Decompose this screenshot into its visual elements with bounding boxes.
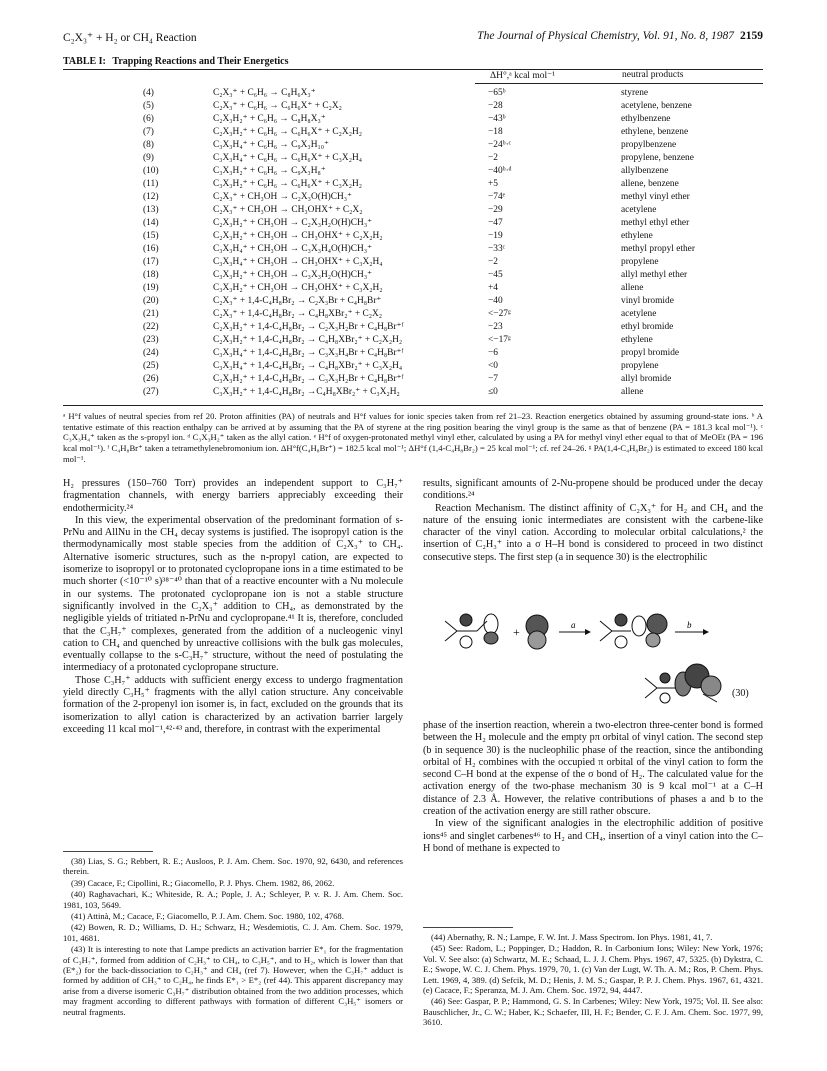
paragraph: phase of the insertion reaction, wherein a two-electron three-center bond is formed between the H₂ molecule and the empty pπ orbital of vinyl cation. The second step (b in sequence 30) is the nucleophilic phase of the reaction, since the antibonding orbital of H₂ combines with the occupied π orbital of the vinyl cation to form the second C–H bond at the expense of the σ bond of H₂. The calculated value for the activation energy of the two-phase mechanism 30 is 9 kcal mol⁻¹ at a C–H distance of 2.3 Å. However, the relative contributions of phases a and b to the creation of the activation energy are still rather obscure. <box>423 720 763 818</box>
reaction-number: (6) <box>143 114 154 124</box>
reference: (44) Abernathy, R. N.; Lampe, F. W. Int. J. Mass Spectrom. Ion Phys. 1981, 41, 7. <box>431 932 713 942</box>
enthalpy-value: −45 <box>488 270 503 280</box>
neutral-product: ethylene <box>621 335 653 345</box>
paragraph: results, significant amounts of 2-Nu-propene should be produced under the decay conditions.²⁴ <box>423 478 763 502</box>
enthalpy-value: −47 <box>488 218 503 228</box>
table-title: Trapping Reactions and Their Energetics <box>112 56 289 67</box>
enthalpy-value: −24ᵇ·ᶜ <box>488 140 512 150</box>
neutral-product: ethylene, benzene <box>621 127 689 137</box>
reaction-equation: C₂X₃⁺ + 1,4-C₄H₈Br₂ → C₄H₈XBr₂⁺ + C₂X₂ <box>213 309 383 319</box>
reaction-number: (16) <box>143 244 159 254</box>
neutral-product: acetylene <box>621 205 657 215</box>
neutral-product: allene <box>621 283 644 293</box>
reaction-number: (5) <box>143 101 154 111</box>
running-header <box>63 30 763 46</box>
enthalpy-value: −2 <box>488 257 498 267</box>
intermediate-orbital-figure <box>600 614 667 648</box>
enthalpy-value: −33ᶜ <box>488 244 506 254</box>
header-left-title: C₂X₃⁺ + H₂ or CH₄ Reaction <box>63 32 197 44</box>
neutral-product: ethylene <box>621 231 653 241</box>
table-row <box>63 322 763 334</box>
neutral-product: ethylbenzene <box>621 114 671 124</box>
reaction-number: (24) <box>143 348 159 358</box>
enthalpy-value: −43ᵇ <box>488 114 506 124</box>
table-footnote: ᵃ H°f values of neutral species from ref 20. Proton affinities (PA) of neutrals and H°f values for ionic species taken from ref 21–23. Reaction energetics obtained by assuming ground-state ions. ᵇ A tentative estimate of this reaction enthalpy can be arrived at by assuming that the PA of styrene at the ring position bearing the vinyl group is the same as that of benzene (PA = 181.3 kcal mol⁻¹). ᶜ C₃X₃H₄⁺ taken as the s-propyl ion. ᵈ C₃X₃H₂⁺ taken as the allyl cation. ᵉ H°f of oxygen-protonated methyl vinyl ether, calculated by using a PA for methyl vinyl ether equal to that of MeOEt (PA = 196 kcal mol⁻¹). ᶠ C₄H₈Br⁺ taken a tetramethylenebromonium ion. ΔH°f(C₄H₈Br⁺) = 182.5 kcal mol⁻¹; ΔH°f (1,4-C₄H₈Br₂) = 25 kcal mol⁻¹; cf. ref 24–26. ᵍ PA(1,4-C₄H₈Br₂) is estimated to exceed 180 kcal mol⁻¹. <box>63 411 763 464</box>
reaction-number: (13) <box>143 205 159 215</box>
reaction-equation: C₃X₃H₂⁺ + C₆H₆ → C₉X₃H₈⁺ <box>213 166 326 176</box>
reference: (38) Lias, S. G.; Rebbert, R. E.; Ausloos, P. J. Am. Chem. Soc. 1970, 92, 6430, and references therein. <box>63 856 403 877</box>
table-row <box>63 205 763 217</box>
reaction-equation: C₃X₃H₂⁺ + CH₃OH → C₃X₃H₂O(H)CH₃⁺ <box>213 270 373 280</box>
reaction-equation: C₂X₃H₂⁺ + CH₃OH → C₂X₃H₂O(H)CH₃⁺ <box>213 218 373 228</box>
hydrogen-orbital-figure <box>526 615 548 649</box>
enthalpy-value: −29 <box>488 205 503 215</box>
reaction-number: (19) <box>143 283 159 293</box>
table-row <box>63 192 763 204</box>
neutral-product: ethyl bromide <box>621 322 674 332</box>
neutral-product: propylene <box>621 361 659 371</box>
reaction-number: (25) <box>143 361 159 371</box>
table-caption <box>63 56 289 67</box>
neutral-product: propylene, benzene <box>621 153 694 163</box>
reaction-number: (15) <box>143 231 159 241</box>
page-number: 2159 <box>740 30 763 42</box>
enthalpy-value: −74ᵉ <box>488 192 506 202</box>
paragraph: Reaction Mechanism. The distinct affinity of C₂X₃⁺ for H₂ and CH₄ and the nature of the ensuing ionic intermediates are consistent with the carbene-like character of the vinyl cation. According to molecular orbital calculations,² the insertion of C₂H₃⁺ into a σ H–H bond is considered to proceed in two distinct consecutive steps. The first step (a in sequence 30) is the electrophilic <box>423 502 763 563</box>
table-row <box>63 361 763 373</box>
neutral-product: acetylene <box>621 309 657 319</box>
reaction-equation: C₂X₃H₂⁺ + CH₃OH → CH₃OHX⁺ + C₂X₂H₂ <box>213 231 383 241</box>
table-row <box>63 218 763 230</box>
table-label: TABLE I: <box>63 56 106 67</box>
footnote-rule-right <box>423 927 513 928</box>
header-journal-name: The Journal of Physical Chemistry, Vol. 91, No. 8, 1987 <box>477 30 734 42</box>
reaction-equation: C₃X₃H₂⁺ + 1,4-C₄H₈Br₂ →C₄H₈XBr₂⁺ + C₃X₂H₂ <box>213 387 400 397</box>
reaction-equation: C₂X₃H₂⁺ + 1,4-C₄H₈Br₂ → C₄H₈XBr₂⁺ + C₂X₂H₂ <box>213 335 403 345</box>
neutral-product: allene, benzene <box>621 179 679 189</box>
table-row <box>63 179 763 191</box>
reaction-equation: C₂X₃⁺ + C₆H₆ → C₆H₆X⁺ + C₂X₂ <box>213 101 342 111</box>
header-journal <box>477 30 763 42</box>
table-col-dh: ΔH°,ᵃ kcal mol⁻¹ <box>490 71 555 81</box>
reaction-number: (26) <box>143 374 159 384</box>
paragraph: Those C₃H₇⁺ adducts with sufficient energy excess to undergo fragmentation yield directly C₃H₅⁺ fragments with the allyl cation structure. Any conceivable formation of the 2-propenyl ion isomer is, in fact, excluded on the grounds that its isomerization to allyl cation is characterized by an activation barrier largely exceeding 11 kcal mol⁻¹,⁴²·⁴³ and, therefore, in contrast with the experimental <box>63 674 403 735</box>
table-header-rule <box>475 83 763 84</box>
neutral-product: acetylene, benzene <box>621 101 692 111</box>
enthalpy-value: −40 <box>488 296 503 306</box>
paragraph: In this view, the experimental observation of the predominant formation of s-PrNu and AllNu in the CH₄ decay systems is justified. The isopropyl cation is the thermodynamically most stable species from the addition of C₂X₃⁺ to CH₄. Alternative isomeric structures, such as the n-propyl cation, are expected to isomerize to isopropyl or to protonated cyclopropane ions in a time estimated to be much shorter (<10⁻¹⁰ s)³⁸⁻⁴⁰ than that of a reactive encounter with a Nu molecule in our systems. The protonated cyclopropane ion is not a stable structure significantly involved in the C₂X₃⁺ addition to CH₄, as demonstrated by the negligible yields of tritiated n-PrNu and cyclopropane.⁴¹ It is, therefore, concluded that the C₃H₇⁺ complexes, generated from the addition of a nucleogenic vinyl cation to CH₄ and quenched by unreactive collisions with the bulk gas molecules, eventually collapse to the s-C₃H₇⁺ structure, without the need of postulating the intermediacy of a protonated cyclopropane structure. <box>63 514 403 674</box>
table-col-neutral-products: neutral products <box>622 70 684 80</box>
enthalpy-value: <0 <box>488 361 498 371</box>
reaction-equation: C₃X₃H₂⁺ + CH₃OH → CH₃OHX⁺ + C₃X₂H₂ <box>213 283 383 293</box>
table-row <box>63 231 763 243</box>
neutral-product: allyl methyl ether <box>621 270 688 280</box>
reaction-number: (17) <box>143 257 159 267</box>
table-row <box>63 127 763 139</box>
product-orbital-figure <box>645 664 721 703</box>
table-row <box>63 283 763 295</box>
neutral-product: vinyl bromide <box>621 296 674 306</box>
table-row <box>63 88 763 100</box>
reaction-number: (8) <box>143 140 154 150</box>
table-row <box>63 257 763 269</box>
reaction-equation: C₃X₃H₄⁺ + 1,4-C₄H₈Br₂ → C₃X₃H₄Br + C₄H₈Br⁺ᶠ <box>213 348 404 358</box>
reaction-equation: C₃X₃H₄⁺ + C₆H₆ → C₉X₃H₁₀⁺ <box>213 140 329 150</box>
reaction-number: (23) <box>143 335 159 345</box>
neutral-product: propyl bromide <box>621 348 680 358</box>
table-row <box>63 374 763 386</box>
enthalpy-value: −18 <box>488 127 503 137</box>
scheme-label-b: b <box>687 620 692 630</box>
table-row <box>63 335 763 347</box>
table-row <box>63 270 763 282</box>
right-column-text-bottom <box>423 720 763 855</box>
enthalpy-value: <−27ᵍ <box>488 309 511 319</box>
neutral-product: allyl bromide <box>621 374 672 384</box>
enthalpy-value: −6 <box>488 348 498 358</box>
reaction-equation: C₃X₃H₄⁺ + C₆H₆ → C₆H₆X⁺ + C₃X₂H₄ <box>213 153 362 163</box>
reaction-number: (10) <box>143 166 159 176</box>
table-row <box>63 153 763 165</box>
reaction-equation: C₂X₃⁺ + 1,4-C₄H₈Br₂ → C₂X₃Br + C₄H₈Br⁺ <box>213 296 382 306</box>
reference: (40) Raghavachari, K.; Whiteside, R. A.; Pople, J. A.; Schleyer, P. v. R. J. Am. Chem. Soc. 1981, 103, 5649. <box>63 889 403 910</box>
table-row <box>63 101 763 113</box>
reference: (42) Bowen, R. D.; Williams, D. H.; Schwarz, H.; Wesdemiotis, C. J. Am. Chem. Soc. 1979, 101, 4681. <box>63 922 403 943</box>
reaction-number: (20) <box>143 296 159 306</box>
reaction-equation: C₂X₃⁺ + CH₃OH → C₂X₃O(H)CH₃⁺ <box>213 192 352 202</box>
neutral-product: allene <box>621 387 644 397</box>
reaction-equation: C₂X₃⁺ + CH₃OH → CH₃OHX⁺ + C₂X₂ <box>213 205 363 215</box>
enthalpy-value: −40ᵇ·ᵈ <box>488 166 512 176</box>
enthalpy-value: +4 <box>488 283 498 293</box>
enthalpy-value: −23 <box>488 322 503 332</box>
reaction-number: (9) <box>143 153 154 163</box>
right-references <box>423 932 763 1029</box>
enthalpy-value: ≤0 <box>488 387 498 397</box>
table-row <box>63 296 763 308</box>
vinyl-cation-orbital-figure <box>445 614 498 648</box>
table-row <box>63 309 763 321</box>
neutral-product: styrene <box>621 88 649 98</box>
left-references <box>63 856 403 1018</box>
enthalpy-value: −65ᵇ <box>488 88 506 98</box>
table-bottom-rule <box>63 405 763 406</box>
paragraph: H₂ pressures (150–760 Torr) provides an independent support to C₃H₇⁺ fragmentation channels, with energy barriers appreciably exceeding their endothermicity.²⁴ <box>63 478 403 514</box>
table-row <box>63 244 763 256</box>
reaction-number: (21) <box>143 309 159 319</box>
right-column-text-top <box>423 478 763 564</box>
reaction-equation: C₃X₃H₂⁺ + C₆H₆ → C₆H₆X⁺ + C₃X₂H₂ <box>213 179 362 189</box>
reference: (39) Cacace, F.; Cipollini, R.; Giacomello, P. J. Phys. Chem. 1982, 86, 2062. <box>71 877 335 888</box>
footnote-rule-left <box>63 851 153 852</box>
reaction-equation: C₃X₃H₂⁺ + 1,4-C₄H₈Br₂ → C₃X₃H₂Br + C₄H₈Br⁺ᶠ <box>213 374 404 384</box>
reference: (46) See: Gaspar, P. P.; Hammond, G. S. In Carbenes; Wiley: New York, 1975; Vol. II. See also: Bauschlicher, Jr., C. W.; Haber, K.; Schaefer, III, H. F.; Bender, C. F. J. Am. Chem. Soc. 1977, 99, 3610. <box>423 996 763 1028</box>
scheme-label-a: a <box>571 620 576 630</box>
reference: (41) Attinà, M.; Cacace, F.; Giacomello, P. J. Am. Chem. Soc. 1980, 102, 4768. <box>71 911 344 922</box>
reaction-number: (4) <box>143 88 154 98</box>
enthalpy-value: <−17ᵍ <box>488 335 511 345</box>
table-row <box>63 166 763 178</box>
neutral-product: methyl vinyl ether <box>621 192 690 202</box>
paragraph: In view of the significant analogies in the electrophilic addition of positive ions⁴⁵ and singlet carbenes⁴⁶ to H₂ and CH₄, insertion of a vinyl cation into the C–H bond of methane is expected to <box>423 818 763 854</box>
enthalpy-value: −19 <box>488 231 503 241</box>
enthalpy-value: −7 <box>488 374 498 384</box>
reaction-number: (27) <box>143 387 159 397</box>
reaction-number: (18) <box>143 270 159 280</box>
reference: (45) See: Radom, L.; Poppinger, D.; Haddon, R. In Carbonium Ions; Wiley: New York, 1976; Vol. V. See also: (a) Schwartz, M. E.; Schaad, L. J. J. Chem. Phys. 1967, 47, 5325. (b) Dykstra, C. E.; Swope, W. C. J. Chem. Phys. 1979, 70, 1. (c) Van der Lugt, W. Th. A. M.; Ros, P. Chem. Phys. Lett. 1969, 4, 389. (d) Sefcik, M. D.; Henis, J. M. S.; Gaspar, P. P. J. Chem. Phys. 1967, 61, 4321. (e) Cacace, F.; Speranza, M. J. Am. Chem. Soc. 1972, 94, 4447. <box>423 943 763 996</box>
table-row <box>63 348 763 360</box>
reaction-equation: C₃X₃H₄⁺ + 1,4-C₄H₈Br₂ → C₄H₈XBr₂⁺ + C₃X₂H₄ <box>213 361 403 371</box>
enthalpy-value: +5 <box>488 179 498 189</box>
reaction-equation: C₃X₃H₄⁺ + CH₃OH → C₃X₃H₄O(H)CH₃⁺ <box>213 244 373 254</box>
equation-number: (30) <box>732 688 749 699</box>
reaction-number: (7) <box>143 127 154 137</box>
orbital-scheme-30 <box>435 596 765 716</box>
neutral-product: propylbenzene <box>621 140 677 150</box>
enthalpy-value: −2 <box>488 153 498 163</box>
reaction-number: (22) <box>143 322 159 332</box>
reaction-equation: C₂X₃⁺ + C₆H₆ → C₈H₆X₃⁺ <box>213 88 316 98</box>
reaction-equation: C₃X₃H₄⁺ + CH₃OH → CH₃OHX⁺ + C₃X₂H₄ <box>213 257 383 267</box>
table-row <box>63 140 763 152</box>
table-row <box>63 114 763 126</box>
neutral-product: methyl propyl ether <box>621 244 695 254</box>
reaction-equation: C₂X₃H₂⁺ + C₆H₆ → C₆H₆X⁺ + C₂X₂H₂ <box>213 127 362 137</box>
reaction-equation: C₂X₃H₂⁺ + 1,4-C₄H₈Br₂ → C₂X₃H₂Br + C₄H₈Br⁺ᶠ <box>213 322 404 332</box>
reaction-number: (14) <box>143 218 159 228</box>
svg-text:+: + <box>513 625 520 639</box>
neutral-product: allylbenzene <box>621 166 669 176</box>
left-column-text <box>63 478 403 736</box>
reaction-equation: C₂X₃H₂⁺ + C₆H₆ → C₈H₈X₃⁺ <box>213 114 326 124</box>
enthalpy-value: −28 <box>488 101 503 111</box>
neutral-product: methyl ethyl ether <box>621 218 690 228</box>
table-row <box>63 387 763 399</box>
reaction-number: (11) <box>143 179 159 189</box>
reaction-number: (12) <box>143 192 159 202</box>
reference: (43) It is interesting to note that Lampe predicts an activation barrier E*₁ for the fragmentation of C₃H₇⁺, formed from addition of C₂H₃⁺ to CH₄, to C₃H₅⁺, and to H₂, which is lower than that (E*₂) for the back-dissociation to C₂H₃⁺ and CH₄ (ref 7). However, when the C₃H₇⁺ adduct is formed by addition of CH₃⁺ to C₂H₄, he finds E*₁ > E*₂ (ref 44). This apparent discrepancy may arise from a diverse isomeric C₃H₇⁺ distribution obtained from the two addition processes, which may fragment according to different pathways with formation of different C₃H₅⁺ isomers or neutral fragments. <box>63 944 403 1017</box>
neutral-product: propylene <box>621 257 659 267</box>
